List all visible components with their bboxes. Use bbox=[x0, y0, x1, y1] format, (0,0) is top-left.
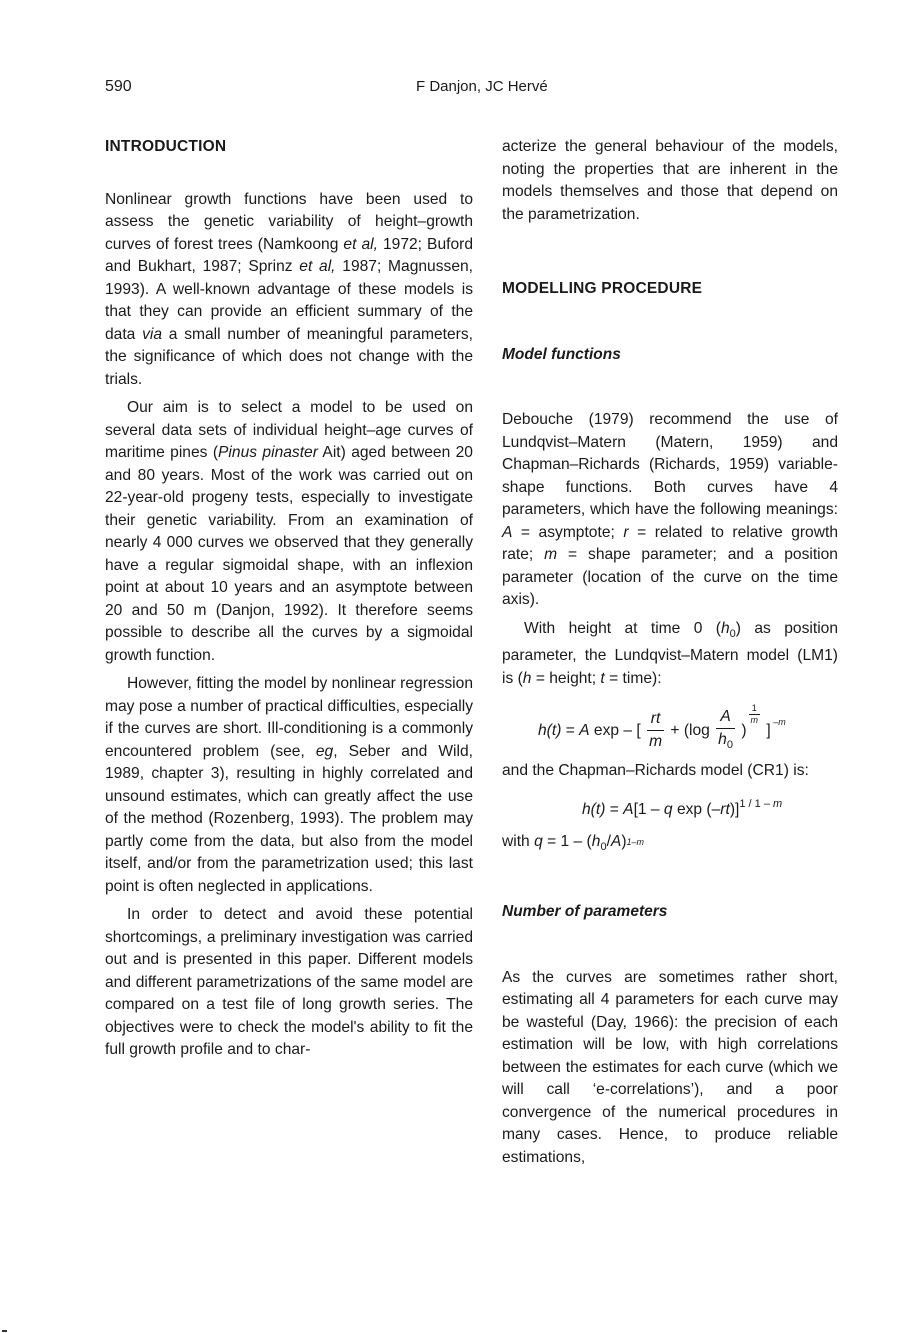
number-of-parameters-paragraph: As the curves are sometimes rather short, estimating all 4 parameters for each curve may be wasteful (Day, 1966): the precision of each estimation will be low, with high correlations between the estimates for each curve (which we will call ‘e-correlations’), and a poor convergence of the numerical procedures in many cases. Hence, to produce reliable estimations, bbox=[502, 968, 838, 1166]
lm1-intro-paragraph: With height at time 0 $(h_0)$ as position parameter, the Lundqvist–Matern model (LM1) is (h = height; t = time): bbox=[502, 619, 838, 687]
model-functions-paragraph: Debouche (1979) recommend the use of Lundqvist–Matern (Matern, 1959) and Chapman–Richards (Richards, 1959) variable-shape functions. Both curves have 4 parameters, which have the following meanings: A = asymptote; r = related to relative growth rate; m = shape parameter; and a position parameter (location of the curve on the time axis). bbox=[502, 411, 839, 608]
scan-mark bbox=[2, 1330, 7, 1332]
equation-q-definition: with $q = 1 - (h_0/A)1-m$ bbox=[502, 832, 645, 853]
equation-cr1: h(t) = A[1 – q exp (–rt)]$^{1 / 1 - m}$ bbox=[582, 797, 783, 818]
intro-paragraph-1: Nonlinear growth functions have been used to assess the genetic variability of height–growth curves of forest trees (Namkoong et al, 1972; Buford and Bukhart, 1987; Sprinz et al, 1987; Magnussen, 1993). A well-known advantage of these models is that they can provide an efficient summary of the data via a small number of meaningful parameters, the significance of which does not change with the trials. bbox=[105, 190, 474, 388]
model-functions-subheading: Model functions bbox=[502, 345, 621, 363]
fraction-rt-over-m: $\frac{rt}{m}$ bbox=[649, 710, 663, 751]
equation-lm1: h(t) = A exp – [ $\frac{rt}{m}$ + (log $\frac{A}{h_0}$ ) $\frac{1}{m}$ ] $^{-m}$ bbox=[502, 690, 838, 760]
left-column bbox=[105, 136, 473, 1062]
intro-paragraph-3: However, fitting the model by nonlinear regression may pose a number of practical difficulties, especially if the curves are short. Ill-conditioning is a commonly encountered problem (see, eg, Seber and Wild, 1989, chapter 3), resulting in highly correlated and unsound estimates, which can greatly affect the use of the method (Rozenberg, 1993). The problem may partly come from the data, but also from the model itself, and/or from the parametrization used; this last point is often neglected in applications. bbox=[105, 675, 473, 895]
introduction-heading: INTRODUCTION bbox=[105, 138, 227, 155]
intro-paragraph-2: Our aim is to select a model to be used on several data sets of individual height–age curves of maritime pines (Pinus pinaster Ait) aged between 20 and 80 years. Most of the work was carried out on 22-year-old progeny tests, especially to investigate their genetic variability. From an examination of nearly 4 000 curves we observed that they generally have a regular sigmoidal shape, with an inflexion point at about 10 years and an asymptote between 20 and 50 m (Danjon, 1992). It therefore seems possible to describe all the curves by a sigmoidal growth function. bbox=[105, 399, 473, 664]
right-column bbox=[502, 136, 838, 1169]
number-of-parameters-subheading: Number of parameters bbox=[502, 903, 668, 920]
intro-paragraph-continued: acterize the general behaviour of the models, noting the properties that are inherent in the models themselves and those that depend on the parametrization. bbox=[502, 138, 838, 223]
running-head-authors: F Danjon, JC Hervé bbox=[416, 78, 548, 95]
fraction-a-over-h0: $\frac{A}{h_0}$ bbox=[718, 707, 733, 751]
exponent-1-over-m: $\frac{1}{m}$ bbox=[750, 703, 759, 725]
modelling-procedure-heading: MODELLING PROCEDURE bbox=[502, 280, 703, 297]
page-number: 590 bbox=[105, 78, 132, 95]
intro-paragraph-4: In order to detect and avoid these potential shortcomings, a preliminary investigation was carried out and is presented in this paper. Different models and different parametrizations of the same model are compared on a test file of long growth series. The objectives were to check the model's ability to fit the full growth profile and to char- bbox=[105, 906, 473, 1058]
cr1-intro-paragraph: and the Chapman–Richards model (CR1) is: bbox=[502, 762, 809, 779]
